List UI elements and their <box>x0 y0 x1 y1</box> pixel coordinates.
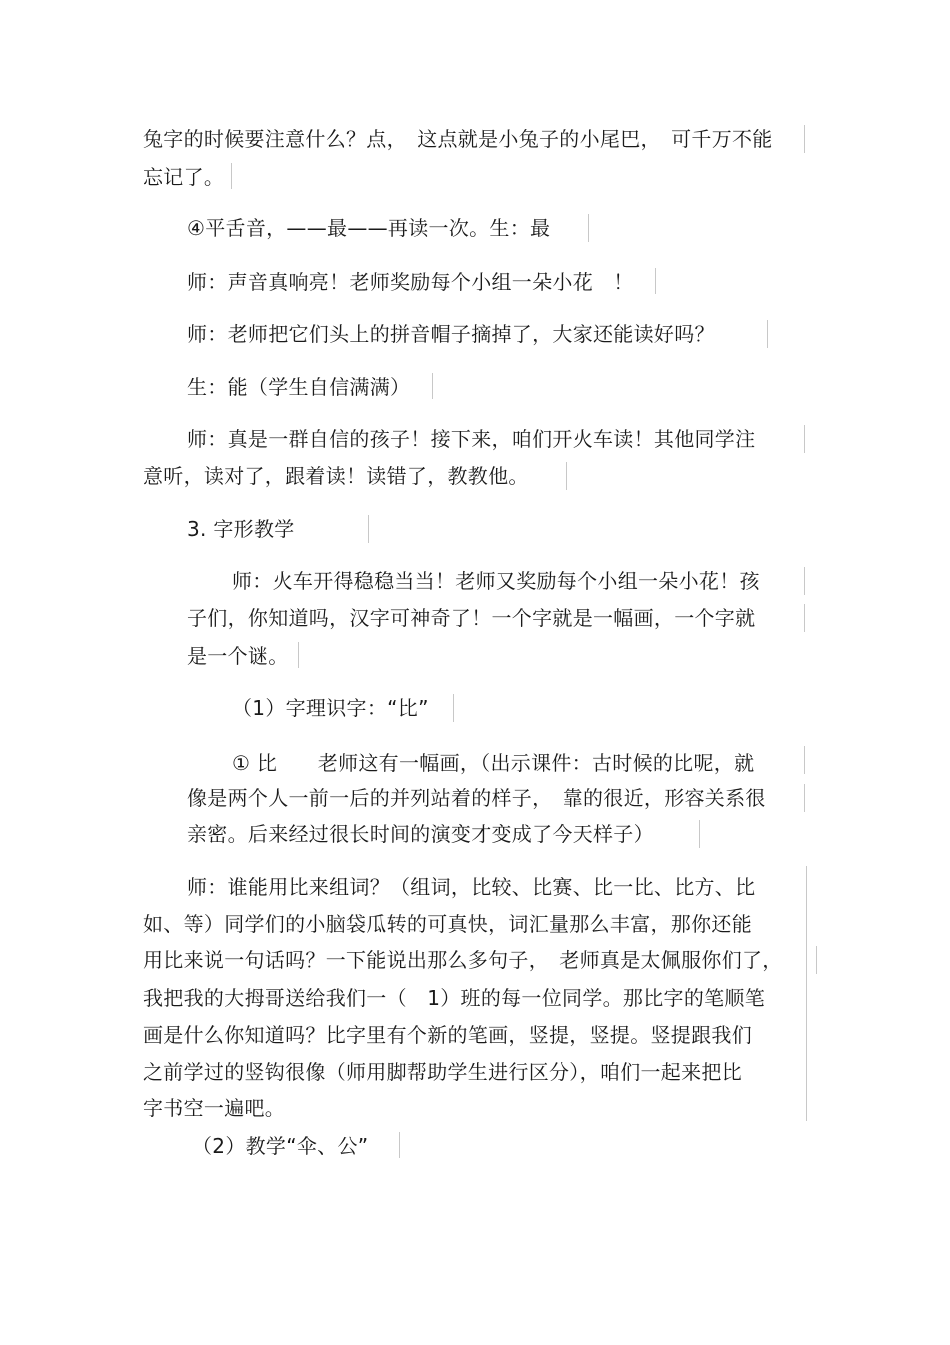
subsection-heading: （1）字理识字：“比” <box>232 696 429 720</box>
text-line: ④平舌音，——最——再读一次。生：最 <box>187 216 551 240</box>
text-line: 是一个谜。 <box>187 644 289 668</box>
border-rule <box>806 866 807 1121</box>
text-line: 师：声音真响亮！老师奖励每个小组一朵小花 ！ <box>187 270 634 294</box>
text-line: 忘记了。 <box>143 165 225 189</box>
border-rule <box>816 946 817 974</box>
text-line: 师：老师把它们头上的拼音帽子摘掉了，大家还能读好吗？ <box>187 322 715 346</box>
border-rule <box>699 820 700 848</box>
border-rule <box>566 462 567 490</box>
text-line: 师：火车开得稳稳当当！老师又奖励每个小组一朵小花！孩 <box>232 569 760 593</box>
text-line: 像是两个人一前一后的并列站着的样子， 靠的很近，形容关系很 <box>187 786 766 810</box>
border-rule <box>368 515 369 543</box>
text-line: 亲密。后来经过很长时间的演变才变成了今天样子） <box>187 822 654 846</box>
border-rule <box>231 163 232 189</box>
text-line: ① 比 老师这有一幅画，（出示课件：古时候的比呢，就 <box>232 751 755 775</box>
border-rule <box>804 746 805 774</box>
text-line: 师：谁能用比来组词？（组词，比较、比赛、比一比、比方、比 <box>187 875 756 899</box>
text-line: 画是什么你知道吗？比字里有个新的笔画，竖提，竖提。竖提跟我们 <box>143 1023 752 1047</box>
border-rule <box>655 268 656 294</box>
border-rule <box>767 320 768 348</box>
border-rule <box>432 373 433 399</box>
text-line: 子们，你知道吗，汉字可神奇了！一个字就是一幅画，一个字就 <box>187 606 756 630</box>
border-rule <box>804 567 805 595</box>
text-line: 之前学过的竖钩很像（师用脚帮助学生进行区分），咱们一起来把比 <box>143 1060 742 1084</box>
text-line: 如、等）同学们的小脑袋瓜转的可真快，词汇量那么丰富，那你还能 <box>143 912 752 936</box>
text-line: 用比来说一句话吗？一下能说出那么多句子， 老师真是太佩服你们了， <box>143 948 783 972</box>
section-heading: 3. 字形教学 <box>187 517 295 541</box>
subsection-heading: （2）教学“伞、公” <box>192 1134 369 1158</box>
text-line: 兔字的时候要注意什么？点， 这点就是小兔子的小尾巴， 可千万不能 <box>143 127 773 151</box>
border-rule <box>804 125 805 153</box>
border-rule <box>588 214 589 242</box>
text-line: 师：真是一群自信的孩子！接下来，咱们开火车读！其他同学注 <box>187 427 756 451</box>
border-rule <box>804 604 805 632</box>
border-rule <box>804 784 805 812</box>
text-line: 字书空一遍吧。 <box>143 1096 286 1120</box>
text-line: 意听，读对了，跟着读！读错了，教教他。 <box>143 464 529 488</box>
border-rule <box>399 1132 400 1158</box>
border-rule <box>298 642 299 668</box>
border-rule <box>453 694 454 722</box>
text-line: 我把我的大拇哥送给我们一（ 1）班的每一位同学。那比字的笔顺笔 <box>143 986 766 1010</box>
text-line: 生：能（学生自信满满） <box>187 375 411 399</box>
border-rule <box>804 425 805 453</box>
